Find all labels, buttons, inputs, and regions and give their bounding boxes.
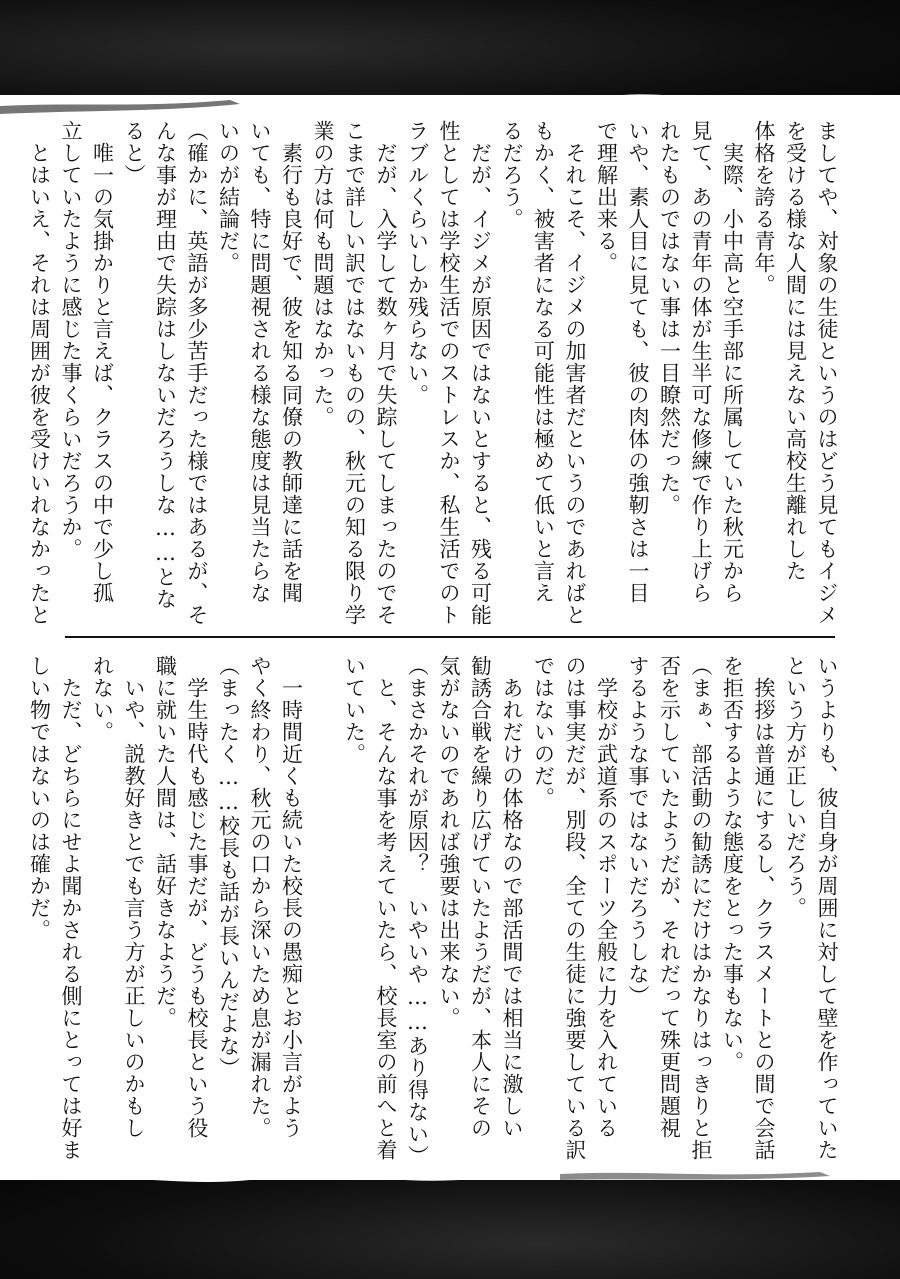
text-column: いていた。 — [342, 655, 367, 765]
upper-text-block — [27, 120, 842, 626]
text-column: 否を示していたようだが、それだって殊更問題視 — [657, 655, 682, 1139]
text-column: という方が正しいだろう。 — [783, 655, 808, 919]
text-column: ましてや、対象の生徒というのはどう見てもイジメ — [815, 120, 839, 626]
text-column: それこそ、イジメの加害者だというのであればと — [563, 120, 587, 626]
text-column: 気がないのであれば強要は出来ない。 — [437, 655, 461, 1029]
text-column: 一時間近くも続いた校長の愚痴とお小言がよう — [279, 655, 304, 1139]
text-column: のは事実だが、別段、全ての生徒に強要している訳 — [563, 655, 587, 1161]
text-column: 実際、小中高と空手部に所属していた秋元から — [720, 120, 745, 604]
text-column: （まさかそれが原因？ いやいや……あり得ない） — [405, 655, 430, 1167]
text-column: とはいえ、それは周囲が彼を受けいれなかったと — [27, 120, 52, 626]
text-column: 見て、あの青年の体が生半可な修練で作り上げら — [689, 120, 713, 604]
text-column: 体格を誇る青年。 — [752, 120, 776, 296]
text-column: もかく、被害者になる可能性は極めて低いと言え — [531, 120, 556, 604]
text-column: 勧誘合戦を繰り広げていたようだが、本人にその — [468, 655, 493, 1139]
text-column: だが、入学して数ヶ月で失踪してしまったのでそ — [374, 120, 398, 626]
text-column — [307, 655, 339, 1165]
text-column: だが、イジメが原因ではないとすると、残る可能 — [468, 120, 493, 626]
text-column: いても、特に問題視される様な態度は見当たらな — [248, 120, 272, 604]
text-column: いのが結論だ。 — [216, 120, 241, 274]
text-column: を拒否するような態度をとった事もない。 — [720, 655, 745, 1073]
lower-text-block — [27, 655, 842, 1167]
text-column: こまで詳しい訳ではないものの、秋元の知る限り学 — [342, 120, 367, 626]
text-column: 職に就いた人間は、話好きなようだ。 — [153, 655, 178, 1029]
text-column: 唯一の気掛かりと言えば、クラスの中で少し孤 — [90, 120, 115, 604]
text-column: るだろう。 — [500, 120, 524, 230]
text-column: 立していたように感じた事くらいだろうか。 — [59, 120, 83, 560]
text-column: ラブルくらいしか残らない。 — [405, 120, 430, 406]
text-column: 素行も良好で、彼を知る同僚の教師達に話を聞 — [279, 120, 304, 604]
text-column: を受ける様な人間には見えない高校生離れした — [783, 120, 808, 582]
text-column: 挨拶は普通にするし、クラスメートとの間で会話 — [752, 655, 776, 1161]
text-column: 性としては学校生活でのストレスか、私生活でのト — [437, 120, 461, 626]
text-column: あれだけの体格なので部活間では相当に激しい — [500, 655, 524, 1139]
section-divider — [65, 636, 835, 638]
text-column: んな事が理由で失踪はしないだろうしな……とな — [153, 120, 178, 610]
text-column: 業の方は何も問題はなかった。 — [311, 120, 335, 428]
text-column: 学生時代も感じた事だが、どうも校長という役 — [185, 655, 209, 1139]
text-column: と、そんな事を考えていたら、校長室の前へと着 — [374, 655, 398, 1161]
text-column: いや、素人目に見ても、彼の肉体の強靭さは一目 — [626, 120, 650, 604]
text-column: で理解出来る。 — [594, 120, 619, 274]
text-column: いうよりも、彼自身が周囲に対して壁を作っていた — [815, 655, 839, 1161]
text-column: 学校が武道系のスポーツ全般に力を入れている — [594, 655, 619, 1139]
text-column: やく終わり、秋元の口から深いため息が漏れた。 — [248, 655, 272, 1139]
text-column: しい物ではないのは確かだ。 — [27, 655, 52, 941]
text-column: ただ、どちらにせよ聞かされる側にとっては好ま — [59, 655, 83, 1161]
text-column: するような事ではないだろうしな） — [626, 655, 650, 1007]
text-column: ではないのだ。 — [531, 655, 556, 809]
text-column: （確かに、英語が多少苦手だった様ではあるが、そ — [185, 120, 209, 626]
text-column: れない。 — [90, 655, 115, 743]
text-column: （まったく……校長も話が長いんだよな） — [216, 655, 241, 1079]
text-column: いや、説教好きとでも言う方が正しいのかもし — [122, 655, 146, 1139]
text-column: （まぁ、部活動の勧誘にだけはかなりはっきりと拒 — [689, 655, 713, 1161]
text-column: れたものではない事は一目瞭然だった。 — [657, 120, 682, 516]
text-column: ると） — [122, 120, 146, 186]
